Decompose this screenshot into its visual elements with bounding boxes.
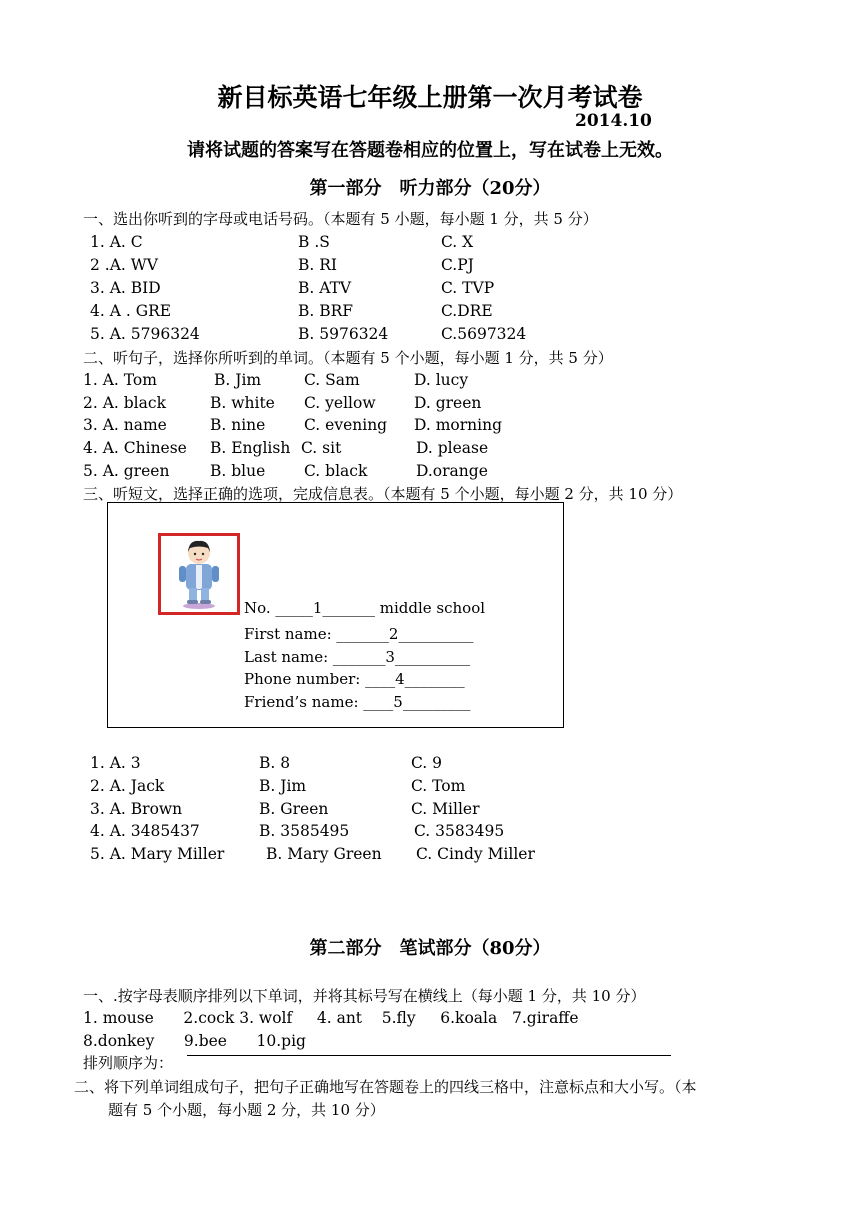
- exam-instruction: 请将试题的答案写在答题卷相应的位置上，写在试卷上无效。: [187, 140, 673, 161]
- exam-date: 2014.10: [575, 111, 652, 131]
- answer-label: 排列顺序为：: [83, 1054, 174, 1072]
- part2-sec2-heading-line2: 题有 5 个小题，每小题 2 分，共 10 分）: [108, 1101, 385, 1119]
- word-list-line2: 8.donkey 9.bee 10.pig: [83, 1032, 306, 1050]
- part1-sec2-heading: 二、听句子，选择你所听到的单词。（本题有 5 个小题，每小题 1 分，共 5 分）: [83, 349, 613, 367]
- form-line-first-name: First name: _______2__________: [244, 625, 474, 643]
- part1-sec3-heading: 三、听短文，选择正确的选项，完成信息表。（本题有 5 个小题，每小题 2 分，共 10 分）: [83, 485, 683, 503]
- answer-line: [187, 1055, 671, 1056]
- part2-sec1-heading: 一、.按字母表顺序排列以下单词，并将其标号写在横线上（每小题 1 分，共 10 分）: [83, 987, 646, 1005]
- form-line-school: No. _____1_______ middle school: [244, 599, 486, 617]
- part1-title: 第一部分 听力部分（20分）: [309, 178, 551, 199]
- part1-sec1-heading: 一、选出你听到的字母或电话号码。（本题有 5 小题，每小题 1 分，共 5 分）: [83, 210, 598, 228]
- word-list-line1: 1. mouse 2.cock 3. wolf 4. ant 5.fly 6.koala 7.giraffe: [83, 1009, 579, 1027]
- part2-title: 第二部分 笔试部分（80分）: [309, 938, 551, 959]
- student-figure-icon: [161, 536, 237, 612]
- page-title: 新目标英语七年级上册第一次月考试卷: [217, 83, 643, 112]
- part2-sec2-heading-line1: 二、将下列单词组成句子，把句子正确地写在答题卷上的四线三格中，注意标点和大小写。（本: [74, 1078, 697, 1096]
- form-line-friend: Friend’s name: ____5_________: [244, 693, 471, 711]
- form-line-phone: Phone number: ____4________: [244, 670, 465, 688]
- student-photo: [158, 533, 240, 615]
- form-line-last-name: Last name: _______3__________: [244, 648, 470, 666]
